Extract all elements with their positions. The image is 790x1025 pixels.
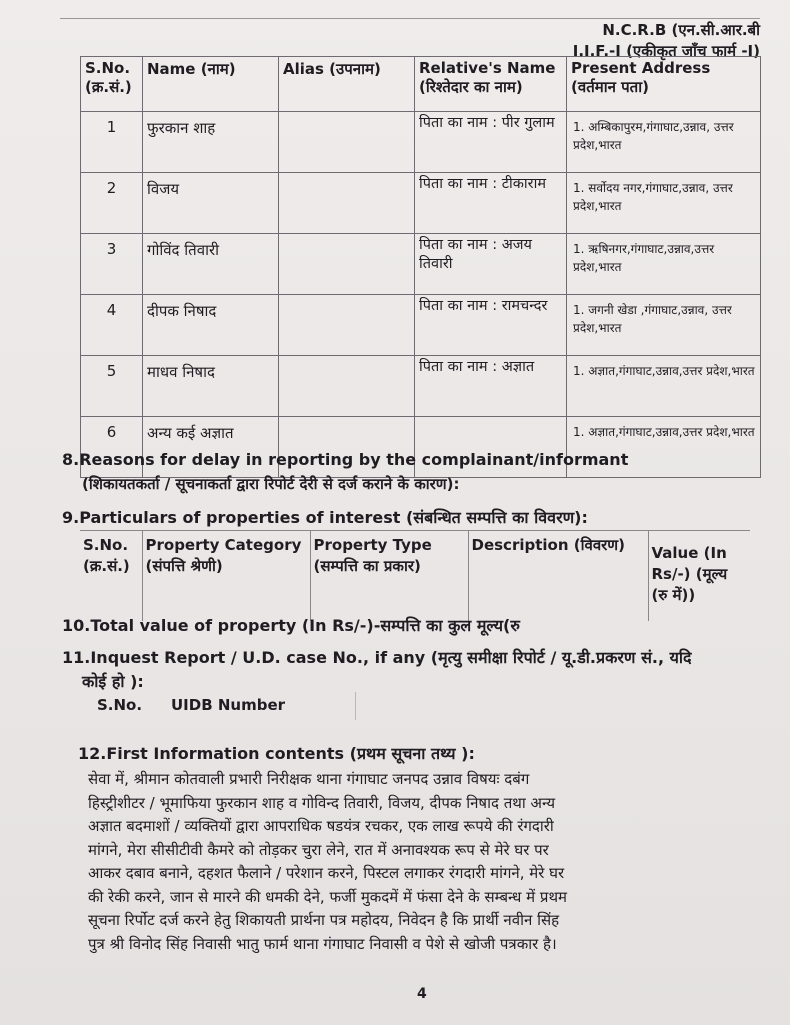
cell-name: माधव निषाद: [143, 356, 279, 417]
cell-relative: पिता का नाम : अजय तिवारी: [415, 234, 567, 295]
fir-line: मांगने, मेरा सीसीटीवी कैमरे को तोड़कर चुरा लेने, रात में अनावश्यक रूप से मेरे घर पर: [88, 840, 549, 859]
fir-line: अज्ञात बदमाशों / व्यक्तियों द्वारा आपराधिक षडयंत्र रचकर, एक लाख रूपये की रंगदारी: [88, 817, 554, 835]
uidb-divider: [355, 692, 356, 720]
section-8-subtitle: (शिकायतकर्ता / सूचनाकर्ता द्वारा रिपोर्ट देरी से दर्ज कराने के कारण):: [82, 475, 460, 493]
fir-line: सूचना रिर्पोट दर्ज करने हेतु शिकायती प्रार्थना पत्र महोदय, निवेदन है कि प्रार्थी नवीन सिंह: [88, 911, 560, 929]
cell-name: दीपक निषाद: [143, 295, 279, 356]
cell-relative: पिता का नाम : टीकाराम: [415, 173, 567, 234]
cell-address: 1. जगनी खेडा ,गंगाघाट,उन्नाव, उत्तर प्रदेश,भारत: [567, 295, 761, 356]
ncrb-header: N.C.R.B (एन.सी.आर.बी: [602, 21, 760, 39]
col-name: Name (नाम): [143, 57, 279, 112]
fir-line: सेवा में, श्रीमान कोतवाली प्रभारी निरीक्षक थाना गंगाघाट जनपद उन्नाव विषयः दबंग: [88, 770, 530, 788]
col-relative: Relative's Name (रिश्तेदार का नाम): [415, 57, 567, 112]
cell-sno: 6: [81, 417, 143, 478]
cell-name: अन्य कई अज्ञात: [143, 417, 279, 478]
cell-relative: पिता का नाम : रामचन्दर: [415, 295, 567, 356]
table-row: [81, 112, 761, 173]
page-number: 4: [417, 986, 427, 1002]
table-row: [81, 173, 761, 234]
col-address: Present Address (वर्तमान पता): [567, 57, 761, 112]
col-sno: S.No. (क्र.सं.): [81, 57, 143, 112]
table-row: [81, 234, 761, 295]
col-sno: S.No. (क्र.सं.): [80, 531, 142, 622]
cell-alias: [279, 295, 415, 356]
col-category: Property Category (संपत्ति श्रेणी): [142, 531, 310, 622]
cell-name: गोविंद तिवारी: [143, 234, 279, 295]
section-12-title: 12.First Information contents (प्रथम सूचना तथ्य ):: [78, 744, 475, 763]
accused-table-header: [81, 57, 761, 112]
fir-line: आकर दबाव बनाने, दहशत फैलाने / परेशान करने, पिस्टल लगाकर रंगदारी मांगने, मेरे घर: [88, 864, 565, 882]
iif-header: I.I.F.-I (एकीकृत जाँच फार्म -I): [572, 42, 760, 60]
table-row: [81, 356, 761, 417]
cell-address: 1. अम्बिकापुरम,गंगाघाट,उन्नाव, उत्तर प्रदेश,भारत: [567, 112, 761, 173]
cell-sno: 3: [81, 234, 143, 295]
cell-relative: पिता का नाम : पीर गुलाम: [415, 112, 567, 173]
section-8-title: 8.Reasons for delay in reporting by the complainant/informant: [62, 450, 629, 469]
cell-sno: 5: [81, 356, 143, 417]
property-table-header: [80, 531, 750, 622]
col-type: Property Type (सम्पत्ति का प्रकार): [310, 531, 468, 622]
cell-address: 1. ऋषिनगर,गंगाघाट,उन्नाव,उत्तर प्रदेश,भारत: [567, 234, 761, 295]
section-11-title-cont: कोई हो ):: [82, 672, 144, 691]
section-10-title: 10.Total value of property (In Rs/-)-सम्पत्ति का कुल मूल्य(रु: [62, 616, 520, 635]
cell-address: 1. अज्ञात,गंगाघाट,उन्नाव,उत्तर प्रदेश,भारत: [567, 417, 761, 478]
col-value: Value (In Rs/-) (मूल्य (रु में)): [648, 531, 750, 622]
cell-relative: पिता का नाम : अज्ञात: [415, 356, 567, 417]
cell-address: 1. अज्ञात,गंगाघाट,उन्नाव,उत्तर प्रदेश,भारत: [567, 356, 761, 417]
cell-alias: [279, 173, 415, 234]
property-table: [80, 530, 750, 621]
cell-alias: [279, 234, 415, 295]
accused-table: [80, 56, 761, 478]
cell-address: 1. सर्वोदय नगर,गंगाघाट,उन्नाव, उत्तर प्रदेश,भारत: [567, 173, 761, 234]
cell-name: फुरकान शाह: [143, 112, 279, 173]
section-11-title: 11.Inquest Report / U.D. case No., if any (मृत्यु समीक्षा रिपोर्ट / यू.डी.प्रकरण सं., यदि: [62, 648, 692, 667]
uidb-col-sno: S.No.: [97, 696, 143, 714]
col-alias: Alias (उपनाम): [279, 57, 415, 112]
cell-alias: [279, 112, 415, 173]
fir-line: पुत्र श्री विनोद सिंह निवासी भातु फार्म थाना गंगाघाट निवासी व पेशे से खोजी पत्रकार है।: [88, 934, 557, 953]
cell-sno: 1: [81, 112, 143, 173]
uidb-col-number: UIDB Number: [171, 696, 286, 714]
cell-alias: [279, 356, 415, 417]
col-description: Description (विवरण): [468, 531, 648, 622]
cell-sno: 4: [81, 295, 143, 356]
top-rule: [60, 18, 760, 19]
cell-name: विजय: [143, 173, 279, 234]
section-9-title: 9.Particulars of properties of interest (संबन्धित सम्पत्ति का विवरण):: [62, 508, 588, 527]
table-row: [81, 295, 761, 356]
cell-sno: 2: [81, 173, 143, 234]
fir-line: हिस्ट्रीशीटर / भूमाफिया फुरकान शाह व गोविन्द तिवारी, विजय, दीपक निषाद तथा अन्य: [88, 793, 556, 812]
fir-contents: [88, 768, 728, 956]
fir-line: की रेकी करने, जान से मारने की धमकी देने, फर्जी मुकदमें में फंसा देने के सम्बन्ध में प्रथम: [88, 887, 568, 906]
